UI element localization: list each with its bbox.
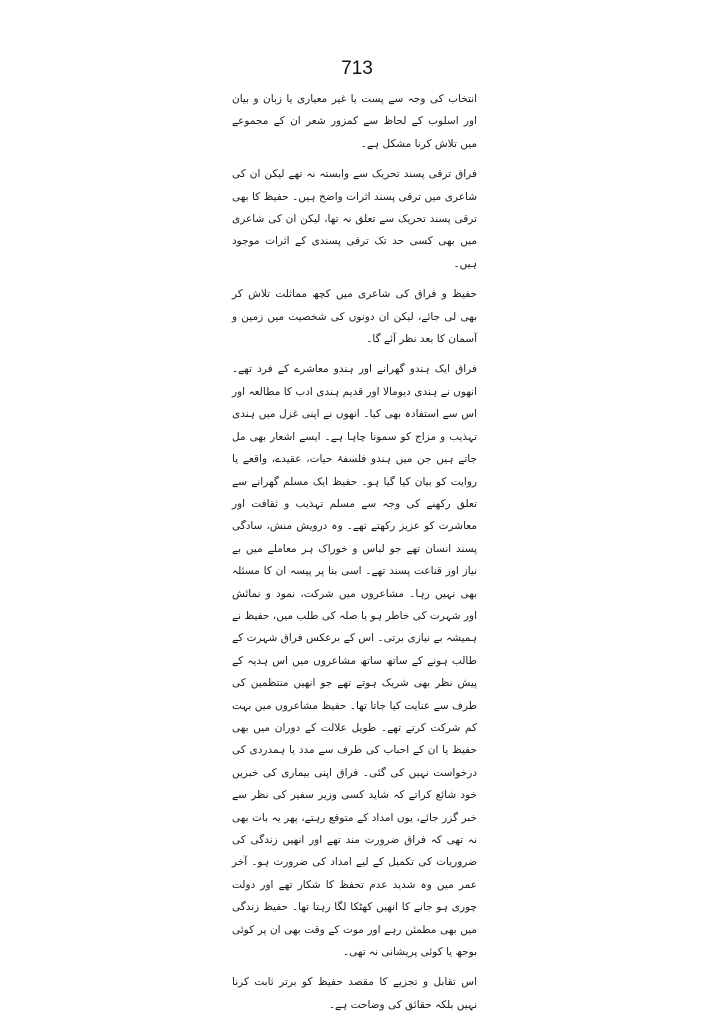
paragraph-5: اس تقابل و تجزیے کا مقصد حفیظ کو برتر ثابت کرنا نہیں بلکہ حقائق کی وضاحت ہے۔	[232, 976, 477, 1011]
body-text	[232, 88, 477, 1016]
paragraph-2: فراق ترقی پسند تحریک سے وابستہ نہ تھے لیکن ان کی شاعری میں ترقی پسند اثرات واضح ہیں۔ حفیظ کا بھی ترقی پسند تحریک سے تعلق نہ تھا، لیکن ان کی شاعری میں بھی کسی حد تک ترقی پسندی کے اثرات موجود ہیں۔	[232, 168, 477, 270]
paragraph-3: حفیظ و فراق کی شاعری میں کچھ مماثلت تلاش کر بھی لی جائے، لیکن ان دونوں کی شخصیت میں زمین و آسمان کا بعد نظر آئے گا۔	[232, 288, 477, 346]
paragraph-1: انتخاب کی وجہ سے پست یا غیر معیاری یا زبان و بیان اور اسلوب کے لحاظ سے کمزور شعر ان کے مجموعے میں تلاش کرنا مشکل ہے۔	[232, 93, 477, 150]
paragraph-4: فراق ایک ہندو گھرانے اور ہندو معاشرے کے فرد تھے۔ انھوں نے ہندی دیومالا اور قدیم ہندی ادب کا مطالعہ اور اس سے استفادہ بھی کیا۔ انھوں نے اپنی غزل میں ہندی تہذیب و مزاج کو سمونا چاہا ہے۔ ایسے اشعار بھی مل جاتے ہیں جن میں ہندو فلسفۂ حیات، عقیدے، واقعے یا روایت کو بیان کیا گیا ہو۔ حفیظ ایک مسلم گھرانے سے تعلق رکھنے کی وجہ سے مسلم تہذیب و ثقافت اور معاشرت کو عزیز رکھتے تھے۔ وہ درویش منش، سادگی پسند انسان تھے جو لباس و خوراک ہر معاملے میں بے نیاز اور قناعت پسند تھے۔ اسی بنا پر پیسہ ان کا مسئلہ بھی نہیں رہا۔ مشاعروں میں شرکت، نمود و نمائش اور شہرت کی خاطر ہو یا صلہ کی طلب میں، حفیظ نے ہمیشہ بے نیازی برتی۔ اس کے برعکس فراق شہرت کے طالب ہونے کے ساتھ ساتھ مشاعروں میں اس ہدیہ کے پیش نظر بھی شریک ہوتے تھے جو انھیں منتظمین کی طرف سے عنایت کیا جاتا تھا۔ حفیظ مشاعروں میں بہت کم شرکت کرتے تھے۔ طویل علالت کے دوران میں بھی حفیظ یا ان کے احباب کی طرف سے مدد یا ہمدردی کی درخواست نہیں کی گئی۔ فراق اپنی بیماری کی خبریں خود شائع کراتے کہ شاید کسی وزیر سفیر کی نظر سے خبر گزر جائے، یوں امداد کے متوقع رہتے، پھر یہ بات بھی نہ تھی کہ فراق ضرورت مند تھے اور انھیں زندگی کی ضروریات کی تکمیل کے لیے امداد کی ضرورت ہو۔ آخر عمر میں وہ شدید عدم تحفظ کا شکار تھے اور دولت چوری ہو جانے کا انھیں کھٹکا لگا رہتا تھا۔ حفیظ زندگی میں بھی مطمئن رہے اور موت کے وقت بھی ان پر کوئی بوجھ یا کوئی پریشانی نہ تھی۔	[232, 363, 477, 959]
page-number: 713	[341, 58, 373, 79]
